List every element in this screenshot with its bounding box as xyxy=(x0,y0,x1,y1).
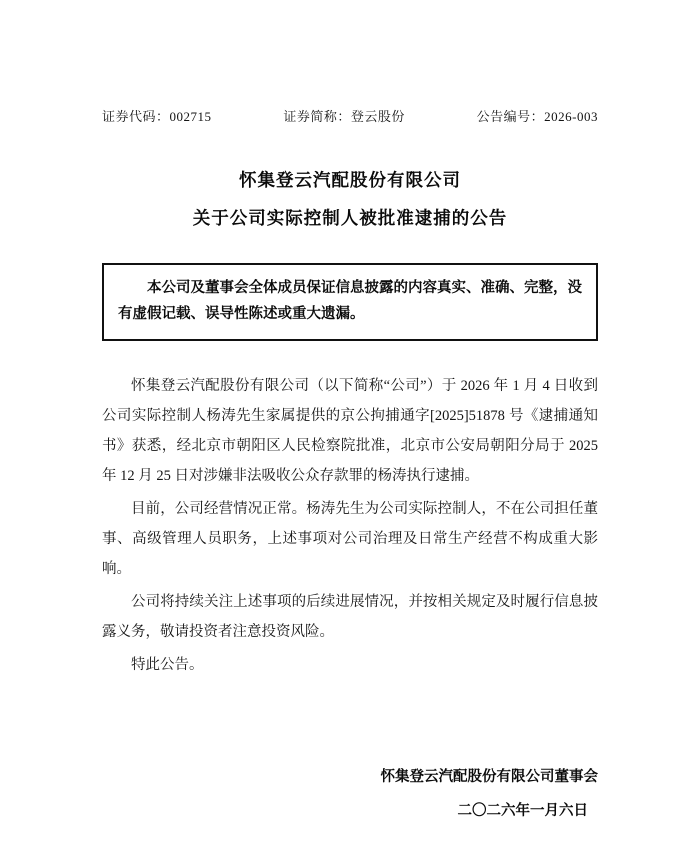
announcement-number: 公告编号：2026-003 xyxy=(476,109,598,124)
disclosure-statement-box: 本公司及董事会全体成员保证信息披露的内容真实、准确、完整，没有虚假记载、误导性陈述或重大遗漏。 xyxy=(102,263,598,341)
paragraph-arrest-notice: 怀集登云汽配股份有限公司（以下简称“公司”）于 2026 年 1 月 4 日收到公司实际控制人杨涛先生家属提供的京公拘捕通字[2025]51878 号《逮捕通知书》获悉，经北京市朝阳区人民检察院批准，北京市公安局朝阳分局于 2025 年 12 月 25 日对涉嫌非法吸收公众存款罪的杨涛执行逮捕。 xyxy=(102,378,598,484)
signature-date: 二〇二六年一月六日 xyxy=(457,803,588,819)
signature-company: 怀集登云汽配股份有限公司董事会 xyxy=(380,769,598,785)
signature-block xyxy=(102,762,598,830)
document-header xyxy=(102,106,598,125)
announcement-title: 关于公司实际控制人被批准逮捕的公告 xyxy=(192,208,508,228)
title-block xyxy=(102,161,598,237)
stock-code: 证券代码：002715 xyxy=(102,109,212,124)
announcement-body xyxy=(102,371,598,680)
paragraph-closing: 特此公告。 xyxy=(131,657,204,673)
paragraph-operations-status: 目前，公司经营情况正常。杨涛先生为公司实际控制人，不在公司担任董事、高级管理人员职务，上述事项对公司治理及日常生产经营不构成重大影响。 xyxy=(102,501,598,577)
stock-short-name: 证券简称：登云股份 xyxy=(283,109,405,124)
company-name-title: 怀集登云汽配股份有限公司 xyxy=(239,170,461,190)
paragraph-followup-disclosure: 公司将持续关注上述事项的后续进展情况，并按相关规定及时履行信息披露义务，敬请投资者注意投资风险。 xyxy=(102,594,598,640)
